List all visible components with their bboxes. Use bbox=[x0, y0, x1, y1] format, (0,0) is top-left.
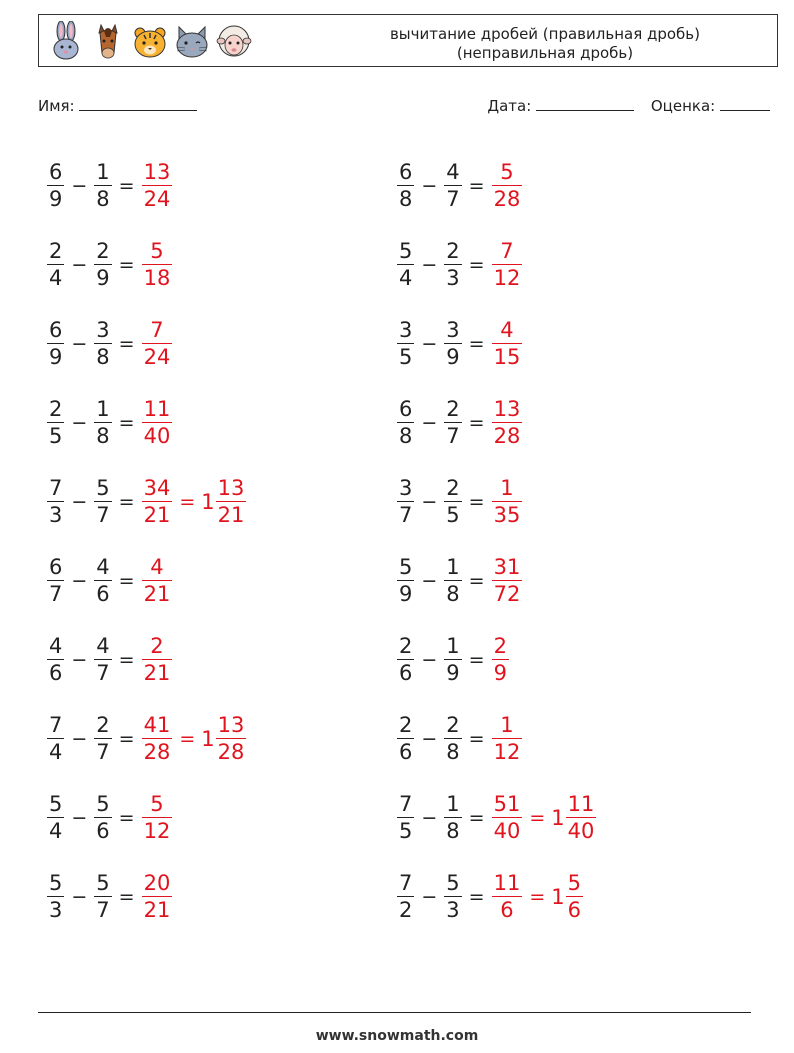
subtrahend-fraction bbox=[444, 475, 461, 529]
minus-sign: − bbox=[71, 490, 88, 513]
subtrahend-fraction-numerator: 1 bbox=[96, 159, 110, 184]
answer-fraction-denominator: 35 bbox=[493, 503, 521, 528]
minuend-fraction bbox=[397, 317, 414, 371]
mixed-whole: 1 bbox=[201, 726, 215, 751]
worksheet-title bbox=[335, 25, 755, 63]
minuend-fraction bbox=[397, 396, 414, 450]
subtrahend-fraction-numerator: 5 bbox=[96, 870, 110, 895]
equals-sign: = bbox=[468, 490, 485, 513]
subtrahend-fraction-numerator: 2 bbox=[446, 238, 460, 263]
minus-sign: − bbox=[71, 253, 88, 276]
minuend-fraction bbox=[47, 554, 64, 608]
subtrahend-fraction-numerator: 5 bbox=[446, 870, 460, 895]
mixed-fraction-denominator: 40 bbox=[567, 819, 595, 844]
subtrahend-fraction bbox=[94, 317, 111, 371]
mixed-fraction-numerator: 5 bbox=[567, 870, 581, 895]
grade-blank[interactable] bbox=[720, 96, 770, 111]
minuend-fraction-numerator: 2 bbox=[49, 238, 63, 263]
minuend-fraction-denominator: 9 bbox=[49, 345, 63, 370]
equals-sign: = bbox=[118, 253, 135, 276]
subtrahend-fraction-denominator: 7 bbox=[96, 661, 110, 686]
equals-sign: = bbox=[118, 332, 135, 355]
minuend-fraction-numerator: 6 bbox=[49, 554, 63, 579]
minus-sign: − bbox=[421, 885, 438, 908]
subtrahend-fraction bbox=[444, 238, 461, 292]
answer-fraction-numerator: 2 bbox=[150, 633, 164, 658]
answer-fraction-denominator: 9 bbox=[493, 661, 507, 686]
answer-fraction-numerator: 11 bbox=[143, 396, 171, 421]
mixed-number-answer bbox=[549, 791, 599, 845]
subtrahend-fraction-denominator: 8 bbox=[96, 345, 110, 370]
minus-sign: − bbox=[421, 648, 438, 671]
subtrahend-fraction-numerator: 1 bbox=[96, 396, 110, 421]
answer-fraction bbox=[142, 554, 173, 608]
answer-fraction bbox=[492, 870, 523, 924]
subtrahend-fraction bbox=[94, 712, 111, 766]
minus-sign: − bbox=[71, 648, 88, 671]
minuend-fraction-numerator: 7 bbox=[399, 791, 413, 816]
minus-sign: − bbox=[421, 253, 438, 276]
subtrahend-fraction bbox=[444, 791, 461, 845]
subtrahend-fraction-denominator: 7 bbox=[96, 503, 110, 528]
minuend-fraction-numerator: 5 bbox=[399, 238, 413, 263]
minuend-fraction bbox=[47, 317, 64, 371]
equals-sign: = bbox=[118, 490, 135, 513]
minuend-fraction bbox=[397, 554, 414, 608]
minuend-fraction-denominator: 5 bbox=[49, 424, 63, 449]
footer-divider bbox=[38, 1012, 751, 1013]
mixed-number-answer bbox=[199, 712, 249, 766]
answer-fraction-numerator: 5 bbox=[150, 791, 164, 816]
answer-fraction-denominator: 6 bbox=[500, 898, 514, 923]
answer-fraction bbox=[142, 317, 173, 371]
equals-sign: = bbox=[468, 411, 485, 434]
subtrahend-fraction-numerator: 5 bbox=[96, 791, 110, 816]
answer-fraction-denominator: 28 bbox=[143, 740, 171, 765]
subtrahend-fraction-numerator: 1 bbox=[446, 554, 460, 579]
problem-row bbox=[394, 857, 724, 936]
minus-sign: − bbox=[421, 411, 438, 434]
equals-sign: = bbox=[468, 332, 485, 355]
subtrahend-fraction-denominator: 3 bbox=[446, 266, 460, 291]
minuend-fraction-denominator: 3 bbox=[49, 898, 63, 923]
answer-fraction-numerator: 1 bbox=[500, 712, 514, 737]
answer-fraction-numerator: 20 bbox=[143, 870, 171, 895]
minuend-fraction-denominator: 5 bbox=[399, 345, 413, 370]
equals-sign: = bbox=[118, 569, 135, 592]
equals-sign: = bbox=[118, 727, 135, 750]
problem-row bbox=[44, 304, 374, 383]
mixed-number-answer bbox=[549, 870, 586, 924]
answer-fraction-denominator: 28 bbox=[493, 424, 521, 449]
subtrahend-fraction-denominator: 9 bbox=[96, 266, 110, 291]
answer-fraction-denominator: 12 bbox=[493, 740, 521, 765]
problem-row bbox=[44, 146, 374, 225]
equals-sign: = bbox=[118, 885, 135, 908]
minuend-fraction-denominator: 4 bbox=[49, 819, 63, 844]
answer-fraction bbox=[142, 712, 173, 766]
answer-fraction-numerator: 41 bbox=[143, 712, 171, 737]
title-line-2: (неправильная дробь) bbox=[456, 44, 634, 62]
mixed-fraction-denominator: 6 bbox=[567, 898, 581, 923]
minuend-fraction bbox=[397, 791, 414, 845]
minuend-fraction-denominator: 6 bbox=[399, 661, 413, 686]
minus-sign: − bbox=[421, 332, 438, 355]
answer-fraction-denominator: 21 bbox=[143, 661, 171, 686]
answer-fraction bbox=[142, 396, 173, 450]
minuend-fraction-numerator: 6 bbox=[49, 159, 63, 184]
equals-sign: = bbox=[118, 806, 135, 829]
minuend-fraction bbox=[397, 870, 414, 924]
subtrahend-fraction bbox=[94, 396, 111, 450]
minuend-fraction-numerator: 6 bbox=[399, 396, 413, 421]
problem-row bbox=[44, 225, 374, 304]
answer-fraction-numerator: 5 bbox=[500, 159, 514, 184]
minuend-fraction-numerator: 5 bbox=[49, 870, 63, 895]
problem-row bbox=[44, 541, 374, 620]
minuend-fraction-denominator: 8 bbox=[399, 187, 413, 212]
subtrahend-fraction bbox=[94, 475, 111, 529]
mixed-fraction-denominator: 21 bbox=[217, 503, 245, 528]
answer-fraction-numerator: 1 bbox=[500, 475, 514, 500]
problem-row bbox=[394, 699, 724, 778]
minuend-fraction-numerator: 7 bbox=[399, 870, 413, 895]
mixed-fraction-numerator: 13 bbox=[217, 475, 245, 500]
minus-sign: − bbox=[421, 806, 438, 829]
minuend-fraction-denominator: 7 bbox=[49, 582, 63, 607]
subtrahend-fraction bbox=[444, 396, 461, 450]
minuend-fraction-numerator: 2 bbox=[49, 396, 63, 421]
header-box bbox=[38, 14, 778, 67]
mixed-fraction bbox=[216, 712, 247, 766]
minus-sign: − bbox=[71, 885, 88, 908]
equals-sign: = bbox=[468, 253, 485, 276]
minuend-fraction-numerator: 6 bbox=[399, 159, 413, 184]
mixed-fraction-numerator: 11 bbox=[567, 791, 595, 816]
horse-icon bbox=[89, 21, 127, 61]
problem-row bbox=[394, 462, 724, 541]
subtrahend-fraction bbox=[444, 712, 461, 766]
minus-sign: − bbox=[71, 727, 88, 750]
minus-sign: − bbox=[71, 569, 88, 592]
answer-fraction-numerator: 7 bbox=[150, 317, 164, 342]
subtrahend-fraction-numerator: 1 bbox=[446, 633, 460, 658]
minus-sign: − bbox=[71, 174, 88, 197]
subtrahend-fraction-denominator: 6 bbox=[96, 582, 110, 607]
subtrahend-fraction-denominator: 8 bbox=[446, 819, 460, 844]
answer-fraction-denominator: 12 bbox=[493, 266, 521, 291]
mixed-fraction bbox=[566, 870, 583, 924]
subtrahend-fraction-denominator: 8 bbox=[446, 740, 460, 765]
subtrahend-fraction-numerator: 4 bbox=[96, 554, 110, 579]
minuend-fraction-denominator: 9 bbox=[49, 187, 63, 212]
answer-fraction bbox=[492, 238, 523, 292]
cat-icon bbox=[173, 21, 211, 61]
minuend-fraction-numerator: 2 bbox=[399, 712, 413, 737]
problem-row bbox=[44, 778, 374, 857]
minuend-fraction-numerator: 2 bbox=[399, 633, 413, 658]
subtrahend-fraction-denominator: 8 bbox=[446, 582, 460, 607]
mixed-fraction-numerator: 13 bbox=[217, 712, 245, 737]
problem-row bbox=[394, 383, 724, 462]
answer-fraction-denominator: 24 bbox=[143, 187, 171, 212]
subtrahend-fraction-denominator: 7 bbox=[446, 187, 460, 212]
subtrahend-fraction-numerator: 2 bbox=[446, 396, 460, 421]
sheep-icon bbox=[215, 21, 253, 61]
mixed-number-answer bbox=[199, 475, 249, 529]
minuend-fraction-numerator: 6 bbox=[49, 317, 63, 342]
answer-fraction-numerator: 4 bbox=[150, 554, 164, 579]
subtrahend-fraction-denominator: 8 bbox=[96, 424, 110, 449]
subtrahend-fraction-denominator: 7 bbox=[96, 898, 110, 923]
mixed-whole: 1 bbox=[551, 805, 565, 830]
tiger-icon bbox=[131, 21, 169, 61]
subtrahend-fraction bbox=[444, 554, 461, 608]
minuend-fraction-denominator: 4 bbox=[49, 266, 63, 291]
subtrahend-fraction-numerator: 3 bbox=[446, 317, 460, 342]
minuend-fraction-numerator: 3 bbox=[399, 317, 413, 342]
minuend-fraction-denominator: 8 bbox=[399, 424, 413, 449]
subtrahend-fraction bbox=[444, 633, 461, 687]
minuend-fraction bbox=[397, 633, 414, 687]
minuend-fraction-denominator: 4 bbox=[49, 740, 63, 765]
problem-row bbox=[44, 857, 374, 936]
grade-label: Оценка: bbox=[650, 97, 716, 115]
answer-fraction-denominator: 18 bbox=[143, 266, 171, 291]
answer-fraction-denominator: 40 bbox=[143, 424, 171, 449]
subtrahend-fraction bbox=[444, 870, 461, 924]
subtrahend-fraction-denominator: 7 bbox=[446, 424, 460, 449]
subtrahend-fraction bbox=[94, 870, 111, 924]
minuend-fraction-numerator: 3 bbox=[399, 475, 413, 500]
answer-fraction-numerator: 13 bbox=[143, 159, 171, 184]
answer-fraction bbox=[492, 317, 523, 371]
answer-fraction-numerator: 2 bbox=[493, 633, 507, 658]
minuend-fraction bbox=[397, 475, 414, 529]
minuend-fraction-denominator: 7 bbox=[399, 503, 413, 528]
answer-fraction bbox=[492, 712, 523, 766]
equals-sign: = bbox=[468, 806, 485, 829]
answer-fraction-numerator: 51 bbox=[493, 791, 521, 816]
mixed-fraction bbox=[566, 791, 597, 845]
animal-icons bbox=[47, 21, 253, 61]
minuend-fraction bbox=[47, 238, 64, 292]
problem-row bbox=[44, 620, 374, 699]
minuend-fraction-denominator: 6 bbox=[399, 740, 413, 765]
minus-sign: − bbox=[421, 569, 438, 592]
answer-fraction-denominator: 15 bbox=[493, 345, 521, 370]
subtrahend-fraction-numerator: 3 bbox=[96, 317, 110, 342]
answer-fraction bbox=[492, 396, 523, 450]
mixed-fraction bbox=[216, 475, 247, 529]
subtrahend-fraction-numerator: 2 bbox=[96, 712, 110, 737]
answer-fraction bbox=[492, 633, 509, 687]
answer-fraction-numerator: 34 bbox=[143, 475, 171, 500]
answer-fraction-numerator: 7 bbox=[500, 238, 514, 263]
subtrahend-fraction-denominator: 9 bbox=[446, 345, 460, 370]
subtrahend-fraction-numerator: 4 bbox=[96, 633, 110, 658]
mixed-whole: 1 bbox=[551, 884, 565, 909]
minuend-fraction-denominator: 2 bbox=[399, 898, 413, 923]
name-label: Имя: bbox=[38, 97, 75, 115]
equals-sign: = bbox=[468, 174, 485, 197]
subtrahend-fraction-denominator: 3 bbox=[446, 898, 460, 923]
title-line-1: вычитание дробей (правильная дробь) bbox=[389, 25, 701, 43]
answer-fraction bbox=[142, 791, 173, 845]
answer-fraction bbox=[492, 475, 523, 529]
minuend-fraction-denominator: 5 bbox=[399, 819, 413, 844]
minuend-fraction-denominator: 4 bbox=[399, 266, 413, 291]
subtrahend-fraction bbox=[94, 159, 111, 213]
problem-row bbox=[394, 225, 724, 304]
subtrahend-fraction-numerator: 2 bbox=[446, 712, 460, 737]
minus-sign: − bbox=[421, 490, 438, 513]
minuend-fraction bbox=[47, 633, 64, 687]
equals-sign: = bbox=[468, 885, 485, 908]
answer-fraction bbox=[142, 159, 173, 213]
answer-fraction bbox=[492, 791, 523, 845]
minuend-fraction bbox=[397, 238, 414, 292]
answer-fraction-numerator: 13 bbox=[493, 396, 521, 421]
footer-url[interactable]: www.snowmath.com bbox=[315, 1028, 479, 1044]
answer-fraction-numerator: 31 bbox=[493, 554, 521, 579]
problem-row bbox=[394, 146, 724, 225]
mixed-equals-sign: = bbox=[529, 885, 546, 908]
name-field bbox=[38, 96, 197, 115]
answer-fraction-denominator: 21 bbox=[143, 898, 171, 923]
answer-fraction-denominator: 21 bbox=[143, 582, 171, 607]
subtrahend-fraction-denominator: 8 bbox=[96, 187, 110, 212]
answer-fraction-denominator: 40 bbox=[493, 819, 521, 844]
subtrahend-fraction bbox=[444, 317, 461, 371]
minus-sign: − bbox=[71, 332, 88, 355]
problem-row bbox=[44, 462, 374, 541]
problem-row bbox=[44, 699, 374, 778]
answer-fraction bbox=[142, 633, 173, 687]
subtrahend-fraction-numerator: 2 bbox=[96, 238, 110, 263]
answer-fraction-numerator: 5 bbox=[150, 238, 164, 263]
minus-sign: − bbox=[421, 727, 438, 750]
subtrahend-fraction-numerator: 2 bbox=[446, 475, 460, 500]
name-blank[interactable] bbox=[79, 96, 197, 111]
answer-fraction-denominator: 21 bbox=[143, 503, 171, 528]
minus-sign: − bbox=[421, 174, 438, 197]
mixed-equals-sign: = bbox=[179, 490, 196, 513]
minuend-fraction bbox=[47, 870, 64, 924]
minuend-fraction-denominator: 6 bbox=[49, 661, 63, 686]
minuend-fraction bbox=[47, 791, 64, 845]
subtrahend-fraction-numerator: 1 bbox=[446, 791, 460, 816]
date-grade-fields bbox=[487, 96, 770, 115]
minuend-fraction-numerator: 5 bbox=[49, 791, 63, 816]
answer-fraction bbox=[492, 159, 523, 213]
subtrahend-fraction bbox=[444, 159, 461, 213]
minuend-fraction bbox=[397, 159, 414, 213]
subtrahend-fraction-denominator: 9 bbox=[446, 661, 460, 686]
subtrahend-fraction-denominator: 7 bbox=[96, 740, 110, 765]
minuend-fraction bbox=[47, 712, 64, 766]
mixed-fraction-denominator: 28 bbox=[217, 740, 245, 765]
answer-fraction-denominator: 24 bbox=[143, 345, 171, 370]
problems-column-left bbox=[44, 146, 374, 936]
equals-sign: = bbox=[118, 648, 135, 671]
answer-fraction-numerator: 4 bbox=[500, 317, 514, 342]
subtrahend-fraction bbox=[94, 238, 111, 292]
mixed-equals-sign: = bbox=[529, 806, 546, 829]
minuend-fraction bbox=[47, 159, 64, 213]
equals-sign: = bbox=[118, 174, 135, 197]
answer-fraction bbox=[142, 870, 173, 924]
minuend-fraction-numerator: 7 bbox=[49, 475, 63, 500]
equals-sign: = bbox=[468, 727, 485, 750]
date-label: Дата: bbox=[487, 97, 532, 115]
subtrahend-fraction-denominator: 6 bbox=[96, 819, 110, 844]
problem-row bbox=[394, 541, 724, 620]
equals-sign: = bbox=[118, 411, 135, 434]
minus-sign: − bbox=[71, 806, 88, 829]
answer-fraction bbox=[142, 238, 173, 292]
answer-fraction-denominator: 12 bbox=[143, 819, 171, 844]
minuend-fraction-numerator: 5 bbox=[399, 554, 413, 579]
mixed-whole: 1 bbox=[201, 489, 215, 514]
subtrahend-fraction bbox=[94, 791, 111, 845]
subtrahend-fraction bbox=[94, 554, 111, 608]
minuend-fraction-numerator: 7 bbox=[49, 712, 63, 737]
minuend-fraction bbox=[47, 396, 64, 450]
problem-row bbox=[44, 383, 374, 462]
problem-row bbox=[394, 304, 724, 383]
minuend-fraction bbox=[47, 475, 64, 529]
answer-fraction bbox=[492, 554, 523, 608]
equals-sign: = bbox=[468, 569, 485, 592]
mixed-equals-sign: = bbox=[179, 727, 196, 750]
answer-fraction-numerator: 11 bbox=[493, 870, 521, 895]
problems-column-right bbox=[394, 146, 724, 936]
equals-sign: = bbox=[468, 648, 485, 671]
rabbit-icon bbox=[47, 21, 85, 61]
subtrahend-fraction-numerator: 4 bbox=[446, 159, 460, 184]
date-blank[interactable] bbox=[536, 96, 634, 111]
problem-row bbox=[394, 778, 724, 857]
answer-fraction-denominator: 28 bbox=[493, 187, 521, 212]
subtrahend-fraction bbox=[94, 633, 111, 687]
minuend-fraction-denominator: 3 bbox=[49, 503, 63, 528]
minus-sign: − bbox=[71, 411, 88, 434]
minuend-fraction-denominator: 9 bbox=[399, 582, 413, 607]
answer-fraction bbox=[142, 475, 173, 529]
answer-fraction-denominator: 72 bbox=[493, 582, 521, 607]
problem-row bbox=[394, 620, 724, 699]
subtrahend-fraction-numerator: 5 bbox=[96, 475, 110, 500]
subtrahend-fraction-denominator: 5 bbox=[446, 503, 460, 528]
minuend-fraction-numerator: 4 bbox=[49, 633, 63, 658]
minuend-fraction bbox=[397, 712, 414, 766]
